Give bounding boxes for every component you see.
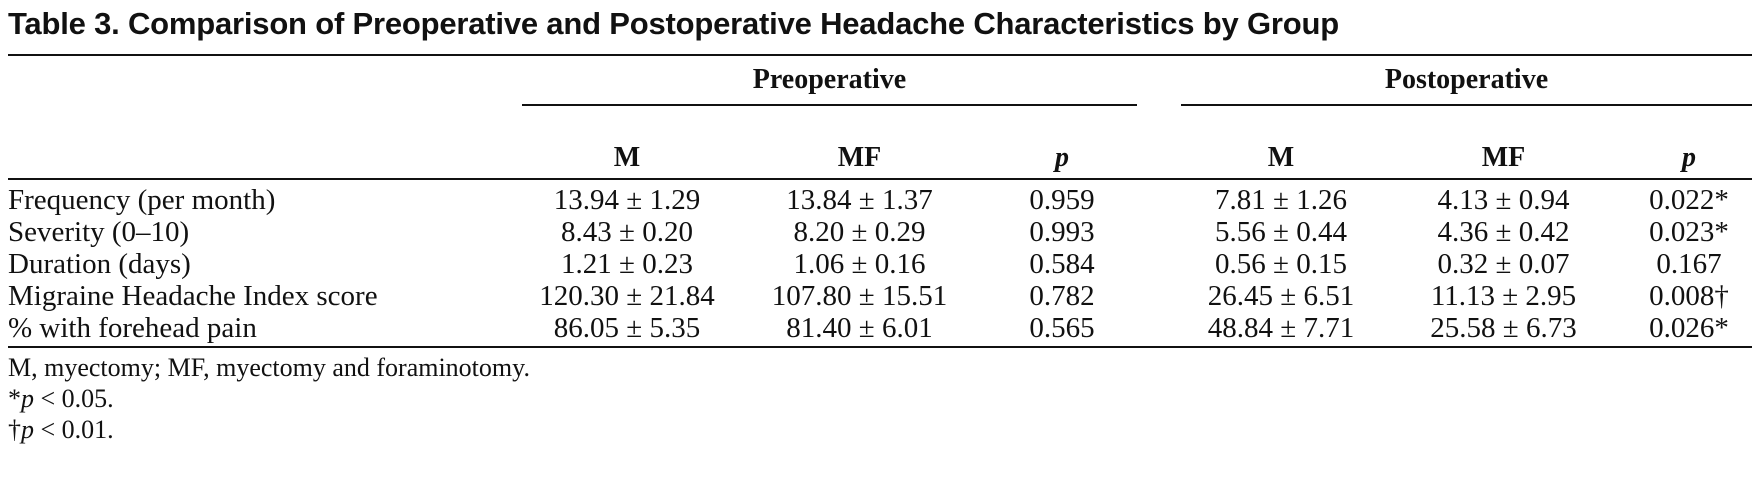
headache-table [8, 54, 1752, 348]
footnote-star [8, 383, 1752, 414]
row-label: % with forehead pain [8, 312, 522, 347]
pre-mf-header: MF [732, 112, 987, 179]
post-m-value: 26.45 ± 6.51 [1207, 280, 1355, 312]
pre-p-value: 0.959 [1029, 184, 1095, 216]
table-row [8, 179, 1752, 216]
postoperative-label: Postoperative [1181, 64, 1752, 106]
row-label: Migraine Headache Index score [8, 280, 378, 312]
star-p-symbol: p [21, 384, 34, 413]
pre-mf-value: 13.84 ± 1.37 [786, 184, 933, 216]
dagger-p-symbol: p [21, 415, 34, 444]
dagger-threshold: < 0.01. [34, 415, 114, 444]
post-m-value: 48.84 ± 7.71 [1181, 312, 1381, 347]
pre-m-value: 1.21 ± 0.23 [561, 248, 693, 280]
pre-m-header: M [522, 112, 732, 179]
post-mf-value: 4.13 ± 0.94 [1437, 184, 1570, 216]
row-label: Duration (days) [8, 248, 191, 280]
gap-cell [1137, 248, 1181, 280]
post-m-value: 0.56 ± 0.15 [1215, 248, 1347, 280]
pre-p-value: 0.782 [1029, 280, 1095, 312]
pre-m-value: 86.05 ± 5.35 [522, 312, 732, 347]
pre-mf-value: 8.20 ± 0.29 [793, 216, 926, 248]
post-mf-value: 25.58 ± 6.73 [1381, 312, 1626, 347]
row-label: Severity (0–10) [8, 216, 190, 248]
pre-mf-value: 1.06 ± 0.16 [793, 248, 926, 280]
pre-mf-value: 107.80 ± 15.51 [771, 280, 948, 312]
preoperative-label: Preoperative [522, 64, 1137, 106]
footnote-dagger [8, 414, 1752, 445]
dagger-mark: † [8, 415, 21, 444]
table-title: Table 3. Comparison of Preoperative and Postoperative Headache Characteristics by Group [8, 6, 1339, 41]
post-m-header: M [1181, 112, 1381, 179]
star-mark: * [8, 384, 21, 413]
gap-subheader-cell [1137, 112, 1181, 179]
pre-m-value: 8.43 ± 0.20 [561, 216, 693, 248]
post-p-header: p [1626, 112, 1752, 179]
gap-cell [1137, 216, 1181, 248]
post-p-value: 0.023* [1649, 216, 1729, 248]
pre-p-header: p [987, 112, 1137, 179]
post-mf-value: 4.36 ± 0.42 [1437, 216, 1570, 248]
empty-header-cell [8, 55, 522, 112]
table-row [8, 248, 1752, 280]
pre-p-value: 0.993 [1029, 216, 1095, 248]
table-container [8, 0, 1752, 445]
pre-mf-value: 81.40 ± 6.01 [732, 312, 987, 347]
table-row [8, 216, 1752, 248]
footnote-abbreviations: M, myectomy; MF, myectomy and foraminotomy. [8, 353, 530, 382]
star-threshold: < 0.05. [34, 384, 114, 413]
post-mf-value: 11.13 ± 2.95 [1430, 280, 1577, 312]
table-row [8, 312, 1752, 347]
footnotes [8, 352, 1752, 445]
row-label: Frequency (per month) [8, 184, 276, 216]
post-m-value: 5.56 ± 0.44 [1215, 216, 1347, 248]
gap-cell [1137, 179, 1181, 216]
post-p-value: 0.008† [1649, 280, 1729, 312]
empty-subheader-cell [8, 112, 522, 179]
gap-cell [1137, 312, 1181, 347]
post-mf-value: 0.32 ± 0.07 [1437, 248, 1570, 280]
group-header-row [8, 55, 1752, 112]
preoperative-header [522, 55, 1137, 112]
post-m-value: 7.81 ± 1.26 [1215, 184, 1347, 216]
pre-m-value: 120.30 ± 21.84 [539, 280, 715, 312]
postoperative-header [1181, 55, 1752, 112]
gap-cell [1137, 55, 1181, 112]
column-header-row [8, 112, 1752, 179]
post-mf-header: MF [1381, 112, 1626, 179]
post-p-value: 0.167 [1656, 248, 1722, 280]
pre-p-value: 0.565 [987, 312, 1137, 347]
post-p-value: 0.026* [1626, 312, 1752, 347]
pre-p-value: 0.584 [1029, 248, 1095, 280]
post-p-value: 0.022* [1649, 184, 1729, 216]
pre-m-value: 13.94 ± 1.29 [553, 184, 701, 216]
table-row [8, 280, 1752, 312]
gap-cell [1137, 280, 1181, 312]
